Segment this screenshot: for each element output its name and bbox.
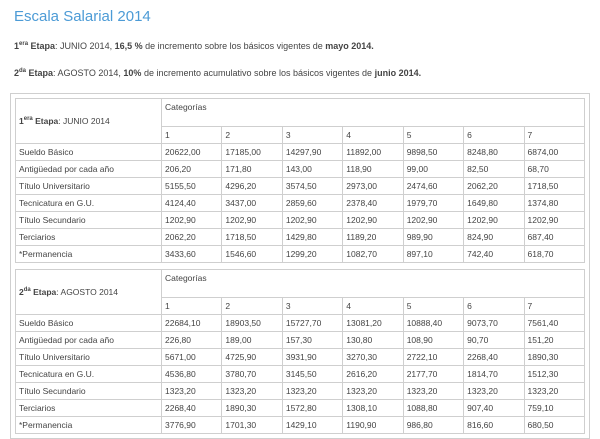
salary-value: 2474,60 (403, 178, 463, 195)
row-label: Tecnicatura en G.U. (16, 366, 162, 383)
note-text: de incremento sobre los básicos vigentes de (142, 41, 326, 51)
salary-value: 1189,20 (343, 229, 403, 246)
salary-value: 1323,20 (524, 383, 584, 400)
stage-2-note (14, 66, 590, 79)
row-label: Antigüedad por cada año (16, 332, 162, 349)
salary-value: 130,80 (343, 332, 403, 349)
salary-value: 2268,40 (162, 400, 222, 417)
salary-table-stage-2 (15, 269, 585, 434)
category-number: 3 (282, 298, 342, 315)
salary-value: 2722,10 (403, 349, 463, 366)
salary-value: 2859,60 (282, 195, 342, 212)
table-row (16, 178, 585, 195)
category-number: 4 (343, 127, 403, 144)
salary-value: 4536,80 (162, 366, 222, 383)
stage-ordinal-suffix: da (23, 287, 31, 294)
salary-value: 1718,50 (222, 229, 282, 246)
table-row (16, 161, 585, 178)
salary-value: 2062,20 (464, 178, 524, 195)
salary-value: 171,80 (222, 161, 282, 178)
salary-value: 118,90 (343, 161, 403, 178)
salary-table-stage-1 (15, 98, 585, 263)
salary-value: 226,80 (162, 332, 222, 349)
table-row (16, 366, 585, 383)
salary-value: 10888,40 (403, 315, 463, 332)
salary-value: 1190,90 (343, 417, 403, 434)
note-percentage: 10% (123, 68, 142, 78)
salary-value: 18903,50 (222, 315, 282, 332)
row-label: Terciarios (16, 400, 162, 417)
category-number: 1 (162, 298, 222, 315)
salary-value: 8248,80 (464, 144, 524, 161)
salary-value: 17185,00 (222, 144, 282, 161)
row-label: Título Universitario (16, 349, 162, 366)
note-ordinal: 2 (14, 68, 20, 78)
salary-value: 1979,70 (403, 195, 463, 212)
salary-value: 1202,90 (403, 212, 463, 229)
salary-value: 4296,20 (222, 178, 282, 195)
salary-value: 618,70 (524, 246, 584, 263)
stage-ordinal-suffix: era (23, 116, 33, 123)
categories-header: Categorías (162, 270, 585, 298)
salary-value: 1202,90 (162, 212, 222, 229)
salary-value: 1202,90 (464, 212, 524, 229)
salary-value: 1512,30 (524, 366, 584, 383)
salary-value: 1572,80 (282, 400, 342, 417)
salary-value: 680,50 (524, 417, 584, 434)
categories-header: Categorías (162, 99, 585, 127)
category-number: 6 (464, 298, 524, 315)
salary-value: 824,90 (464, 229, 524, 246)
table-row (16, 349, 585, 366)
salary-value: 1890,30 (222, 400, 282, 417)
category-number: 2 (222, 127, 282, 144)
table-row (16, 417, 585, 434)
table-row (16, 246, 585, 263)
salary-value: 2616,20 (343, 366, 403, 383)
salary-value: 1088,80 (403, 400, 463, 417)
page-title: Escala Salarial 2014 (14, 8, 151, 25)
salary-value: 3776,90 (162, 417, 222, 434)
salary-value: 1323,20 (343, 383, 403, 400)
salary-value: 143,00 (282, 161, 342, 178)
category-number: 1 (162, 127, 222, 144)
stage-label: Etapa (30, 287, 57, 297)
salary-value: 2378,40 (343, 195, 403, 212)
salary-value: 1323,20 (162, 383, 222, 400)
salary-value: 2177,70 (403, 366, 463, 383)
table-row (16, 144, 585, 161)
stage-ordinal: 2 (19, 287, 24, 297)
salary-value: 816,60 (464, 417, 524, 434)
note-text: : AGOSTO 2014, (53, 68, 124, 78)
salary-value: 151,20 (524, 332, 584, 349)
salary-value: 189,00 (222, 332, 282, 349)
note-reference-month: mayo 2014. (325, 41, 374, 51)
salary-value: 3270,30 (343, 349, 403, 366)
salary-value: 13081,20 (343, 315, 403, 332)
salary-value: 99,00 (403, 161, 463, 178)
salary-value: 1718,50 (524, 178, 584, 195)
salary-value: 14297,90 (282, 144, 342, 161)
row-label: Antigüedad por cada año (16, 161, 162, 178)
salary-value: 1814,70 (464, 366, 524, 383)
row-label: Título Secundario (16, 212, 162, 229)
salary-value: 897,10 (403, 246, 463, 263)
salary-value: 986,80 (403, 417, 463, 434)
category-number: 7 (524, 298, 584, 315)
note-ordinal-suffix: era (19, 41, 29, 47)
salary-value: 20622,00 (162, 144, 222, 161)
category-number: 7 (524, 127, 584, 144)
salary-value: 1649,80 (464, 195, 524, 212)
salary-value: 989,90 (403, 229, 463, 246)
salary-value: 5155,50 (162, 178, 222, 195)
row-label: *Permanencia (16, 417, 162, 434)
salary-value: 3145,50 (282, 366, 342, 383)
salary-value: 15727,70 (282, 315, 342, 332)
salary-value: 3437,00 (222, 195, 282, 212)
salary-value: 3931,90 (282, 349, 342, 366)
salary-value: 2973,00 (343, 178, 403, 195)
stage-period: : AGOSTO 2014 (56, 287, 119, 297)
category-number: 5 (403, 127, 463, 144)
salary-value: 1299,20 (282, 246, 342, 263)
salary-value: 90,70 (464, 332, 524, 349)
row-label: *Permanencia (16, 246, 162, 263)
salary-value: 1323,20 (282, 383, 342, 400)
salary-value: 1546,60 (222, 246, 282, 263)
salary-value: 3433,60 (162, 246, 222, 263)
salary-value: 1323,20 (222, 383, 282, 400)
note-text: de incremento acumulativo sobre los básicos vigentes de (141, 68, 375, 78)
table-row (16, 383, 585, 400)
note-ordinal-suffix: da (19, 68, 27, 74)
salary-value: 1701,30 (222, 417, 282, 434)
note-stage-label: Etapa (28, 41, 56, 51)
note-percentage: 16,5 % (114, 41, 143, 51)
salary-value: 1890,30 (524, 349, 584, 366)
salary-value: 1429,10 (282, 417, 342, 434)
salary-value: 9898,50 (403, 144, 463, 161)
salary-value: 68,70 (524, 161, 584, 178)
category-number: 2 (222, 298, 282, 315)
stage-label-cell (16, 270, 162, 315)
salary-value: 1323,20 (403, 383, 463, 400)
note-text: : JUNIO 2014, (55, 41, 115, 51)
salary-value: 3780,70 (222, 366, 282, 383)
stage-period: : JUNIO 2014 (58, 116, 110, 126)
category-number: 6 (464, 127, 524, 144)
note-stage-label: Etapa (26, 68, 54, 78)
row-label: Título Secundario (16, 383, 162, 400)
salary-value: 1202,90 (343, 212, 403, 229)
table-row (16, 229, 585, 246)
category-number: 3 (282, 127, 342, 144)
salary-value: 4725,90 (222, 349, 282, 366)
salary-value: 1429,80 (282, 229, 342, 246)
stage-label-cell (16, 99, 162, 144)
table-row (16, 400, 585, 417)
salary-value: 108,90 (403, 332, 463, 349)
salary-value: 157,30 (282, 332, 342, 349)
row-label: Tecnicatura en G.U. (16, 195, 162, 212)
note-ordinal: 1 (14, 41, 20, 51)
table-header-row (16, 99, 585, 127)
salary-value: 9073,70 (464, 315, 524, 332)
salary-value: 2062,20 (162, 229, 222, 246)
salary-value: 5671,00 (162, 349, 222, 366)
salary-value: 759,10 (524, 400, 584, 417)
salary-value: 742,40 (464, 246, 524, 263)
stage-1-note (14, 39, 590, 52)
category-number: 5 (403, 298, 463, 315)
salary-value: 7561,40 (524, 315, 584, 332)
salary-value: 1374,80 (524, 195, 584, 212)
salary-value: 3574,50 (282, 178, 342, 195)
table-header-row (16, 270, 585, 298)
salary-value: 22684,10 (162, 315, 222, 332)
salary-value: 2268,40 (464, 349, 524, 366)
stage-ordinal: 1 (19, 116, 24, 126)
salary-tables (10, 93, 590, 439)
table-row (16, 195, 585, 212)
category-number: 4 (343, 298, 403, 315)
salary-value: 206,20 (162, 161, 222, 178)
salary-value: 11892,00 (343, 144, 403, 161)
salary-value: 1082,70 (343, 246, 403, 263)
salary-value: 4124,40 (162, 195, 222, 212)
row-label: Título Universitario (16, 178, 162, 195)
table-row (16, 212, 585, 229)
row-label: Terciarios (16, 229, 162, 246)
salary-value: 1202,90 (524, 212, 584, 229)
table-row (16, 315, 585, 332)
salary-value: 907,40 (464, 400, 524, 417)
row-label: Sueldo Básico (16, 144, 162, 161)
row-label: Sueldo Básico (16, 315, 162, 332)
salary-value: 82,50 (464, 161, 524, 178)
salary-value: 1308,10 (343, 400, 403, 417)
salary-value: 687,40 (524, 229, 584, 246)
salary-value: 1202,90 (222, 212, 282, 229)
note-reference-month: junio 2014. (374, 68, 422, 78)
salary-value: 1202,90 (282, 212, 342, 229)
salary-value: 6874,00 (524, 144, 584, 161)
table-row (16, 332, 585, 349)
stage-label: Etapa (32, 116, 59, 126)
salary-value: 1323,20 (464, 383, 524, 400)
